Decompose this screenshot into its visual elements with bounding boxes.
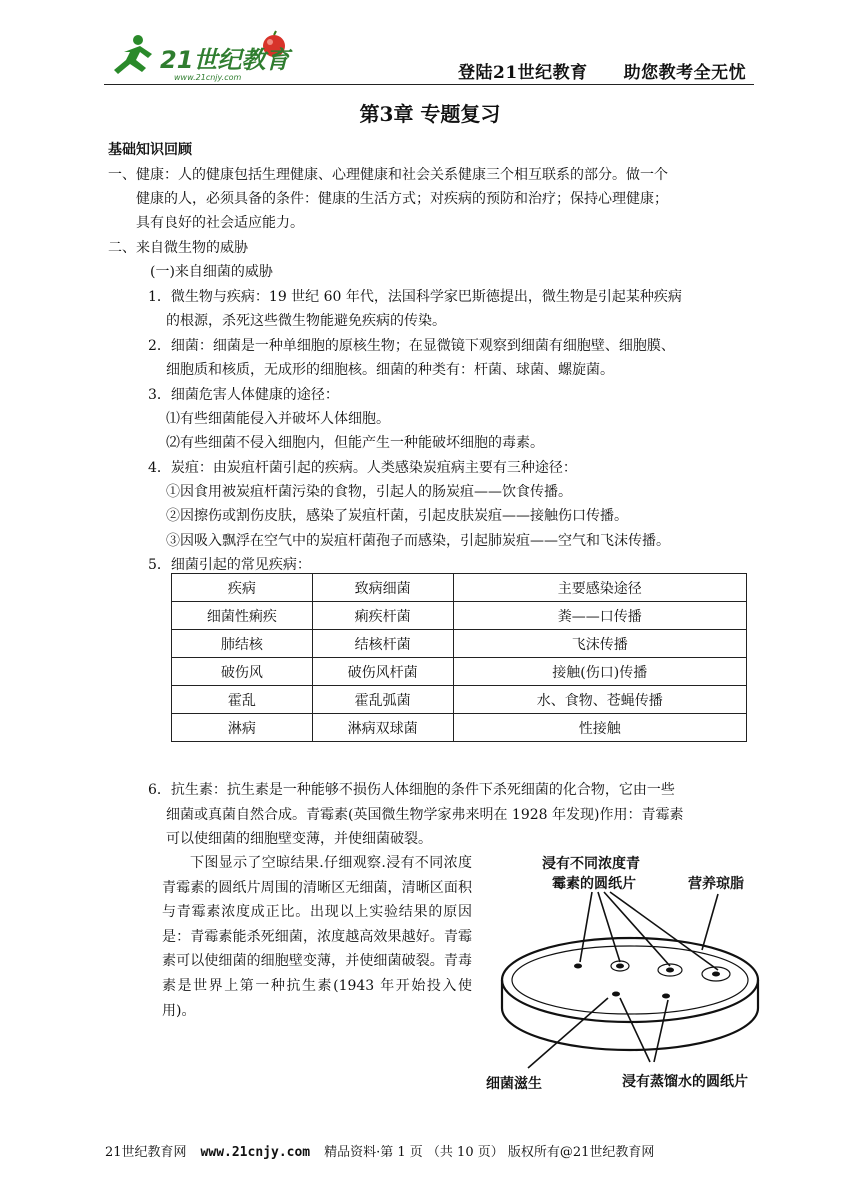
header-slogan-right: 助您教考全无忧 — [623, 63, 747, 83]
svg-text:21世纪教育: 21世纪教育 — [160, 46, 290, 74]
table-cell: 细菌性痢疾 — [172, 602, 313, 630]
penicillin-paragraph: 下图显示了空晾结果.仔细观察.浸有不同浓度青霉素的圆纸片周围的清晰区无细菌，清晰区面积与青霉素浓度成正比。出现以上实验结果的原因是：青霉素能杀死细菌，浓度越高效果越好。青霉素可以使细菌的细胞壁变薄，并使细菌破裂。青毒素是世界上第一种抗生素(1943 年开始投入使用)。 — [162, 855, 472, 1019]
table-row — [172, 630, 747, 658]
text-line: 二、来自微生物的威胁 — [108, 240, 248, 256]
table-cell: 飞沫传播 — [453, 630, 747, 658]
table-cell: 淋病 — [172, 714, 313, 742]
footer-info: 精品资料·第 1 页 （共 10 页） 版权所有@21世纪教育网 — [324, 1145, 655, 1160]
table-cell: 接触(伤口)传播 — [453, 658, 747, 686]
table-header-cell: 主要感染途径 — [453, 574, 747, 602]
text-line: 健康的人，必须具备的条件：健康的生活方式；对疾病的预防和治疗；保持心理健康； — [136, 191, 668, 207]
text-line: 具有良好的社会适应能力。 — [136, 215, 304, 231]
label-water-disc: 浸有蒸馏水的圆纸片 — [622, 1074, 748, 1090]
table-cell: 痢疾杆菌 — [312, 602, 453, 630]
table-cell: 破伤风杆菌 — [312, 658, 453, 686]
table-cell: 粪——口传播 — [453, 602, 747, 630]
label-agar: 营养琼脂 — [688, 876, 744, 892]
label-penicillin-line2: 霉素的圆纸片 — [552, 876, 636, 892]
table-row — [172, 686, 747, 714]
table-cell: 淋病双球菌 — [312, 714, 453, 742]
svg-text:www.21cnjy.com: www.21cnjy.com — [174, 73, 242, 82]
table-cell: 结核杆菌 — [312, 630, 453, 658]
text-line: ⑵有些细菌不侵入细胞内，但能产生一种能破坏细胞的毒素。 — [166, 435, 544, 451]
table-cell: 霍乱 — [172, 686, 313, 714]
text-line: 细胞质和核质，无成形的细胞核。细菌的种类有：杆菌、球菌、螺旋菌。 — [166, 362, 614, 378]
table-row — [172, 658, 747, 686]
text-line: 的根源，杀死这些微生物能避免疾病的传染。 — [166, 313, 446, 329]
text-line: (一)来自细菌的威胁 — [150, 264, 273, 280]
table-cell: 肺结核 — [172, 630, 313, 658]
table-header-row — [172, 574, 747, 602]
text-line: 4．炭疽：由炭疽杆菌引起的疾病。人类感染炭疽病主要有三种途径： — [148, 460, 577, 476]
text-line: 3．细菌危害人体健康的途径： — [148, 387, 339, 403]
text-line: ⑴有些细菌能侵入并破坏人体细胞。 — [166, 411, 390, 427]
table-cell: 性接触 — [453, 714, 747, 742]
text-line: 一、健康：人的健康包括生理健康、心理健康和社会关系健康三个相互联系的部分。做一个 — [108, 167, 668, 183]
page-title: 第3章 专题复习 — [359, 102, 501, 126]
site-logo — [104, 30, 304, 82]
table-row — [172, 602, 747, 630]
header-divider — [104, 84, 754, 85]
label-penicillin-line1: 浸有不同浓度青 — [542, 856, 640, 872]
text-line: 可以使细菌的细胞壁变薄，并使细菌破裂。 — [166, 831, 432, 847]
page-footer — [105, 1141, 654, 1160]
text-line: ②因擦伤或割伤皮肤，感染了炭疽杆菌，引起皮肤炭疽——接触伤口传播。 — [166, 508, 628, 524]
text-line: 细菌或真菌自然合成。青霉素(英国微生物学家弗来明在 1928 年发现)作用：青霉素 — [166, 807, 684, 823]
text-line: 2．细菌：细菌是一种单细胞的原核生物；在显微镜下观察到细菌有细胞壁、细胞膜、 — [148, 338, 675, 354]
table-cell: 破伤风 — [172, 658, 313, 686]
header-slogan-left: 登陆21世纪教育 — [458, 63, 588, 83]
table-row — [172, 714, 747, 742]
footer-url[interactable]: www.21cnjy.com — [200, 1145, 311, 1160]
text-line: 6．抗生素：抗生素是一种能够不损伤人体细胞的条件下杀死细菌的化合物，它由一些 — [148, 782, 675, 798]
text-line: ③因吸入飘浮在空气中的炭疽杆菌孢子而感染，引起肺炭疽——空气和飞沫传播。 — [166, 533, 670, 549]
footer-site: 21世纪教育网 — [105, 1145, 187, 1160]
petri-dish-diagram — [480, 850, 780, 1100]
section-heading: 基础知识回顾 — [108, 142, 192, 158]
header-slogan — [458, 58, 746, 83]
table-cell: 霍乱弧菌 — [312, 686, 453, 714]
table-header-cell: 致病细菌 — [312, 574, 453, 602]
label-bacteria: 细菌滋生 — [486, 1076, 542, 1092]
text-line: 5．细菌引起的常见疾病： — [148, 557, 311, 573]
disease-table — [171, 573, 747, 742]
table-header-cell: 疾病 — [172, 574, 313, 602]
table-cell: 水、食物、苍蝇传播 — [453, 686, 747, 714]
text-line: ①因食用被炭疽杆菌污染的食物，引起人的肠炭疽——饮食传播。 — [166, 484, 572, 500]
text-line: 1．微生物与疾病：19 世纪 60 年代，法国科学家巴斯德提出，微生物是引起某种疾病 — [148, 289, 682, 305]
